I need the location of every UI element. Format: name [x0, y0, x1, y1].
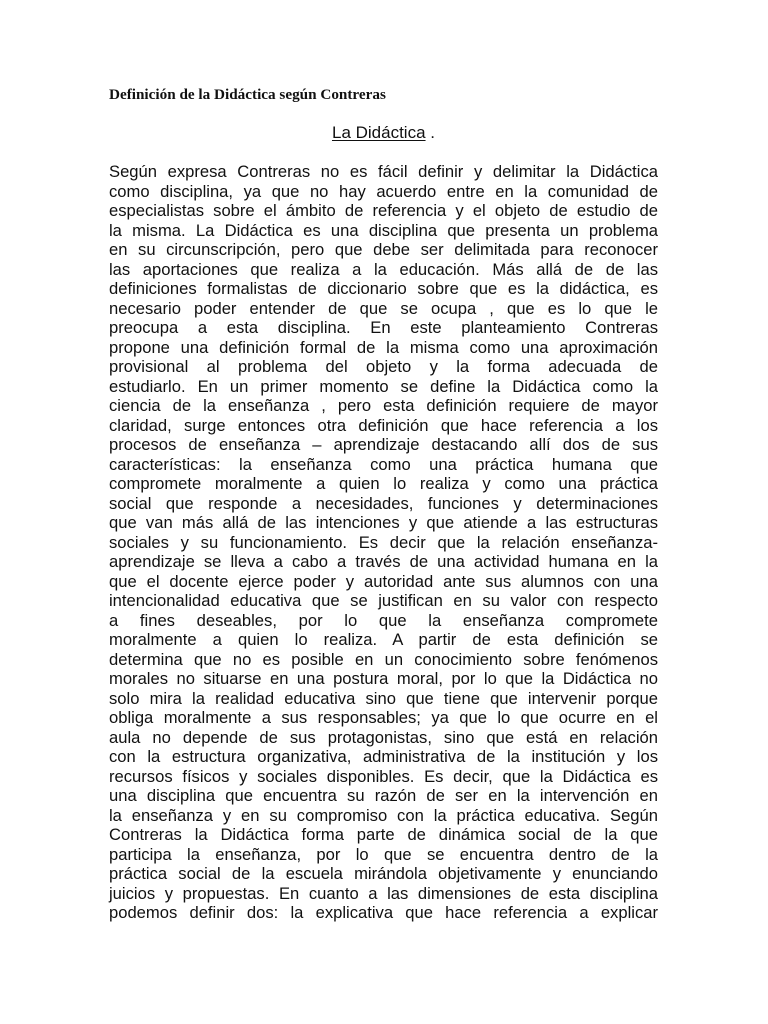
paragraph-line: especialistas sobre el ámbito de referencia y el objeto de estudio de — [109, 201, 658, 220]
paragraph-line: que el docente ejerce poder y autoridad ante sus alumnos con una — [109, 571, 658, 591]
paragraph-line: propone una definición formal de la misma como una aproximación — [109, 337, 658, 357]
paragraph-line: moralmente a quien lo realiza. A partir de esta definición se — [109, 630, 658, 649]
paragraph-line: que van más allá de las intenciones y que atiende a las estructuras — [109, 513, 658, 532]
paragraph-line: sociales y su funcionamiento. Es decir que la relación enseñanza- — [109, 532, 658, 552]
paragraph-line: preocupa a esta disciplina. En este planteamiento Contreras — [109, 318, 658, 337]
paragraph-line: claridad, surge entonces otra definición que hace referencia a los — [109, 415, 658, 435]
paragraph-line: estudiarlo. En un primer momento se define la Didáctica como la — [109, 376, 658, 396]
paragraph-line: provisional al problema del objeto y la forma adecuada de — [109, 357, 658, 376]
paragraph-line: definiciones formalistas de diccionario sobre que es la didáctica, es — [109, 279, 658, 298]
section-heading — [109, 123, 658, 143]
paragraph-line: procesos de enseñanza – aprendizaje destacando allí dos de sus — [109, 435, 658, 454]
paragraph-line: aprendizaje se lleva a cabo a través de una actividad humana en la — [109, 552, 658, 571]
paragraph-line: recursos físicos y sociales disponibles. Es decir, que la Didáctica es — [109, 766, 658, 786]
paragraph-line: ciencia de la enseñanza , pero esta definición requiere de mayor — [109, 396, 658, 415]
paragraph-line: en su circunscripción, pero que debe ser delimitada para reconocer — [109, 240, 658, 259]
document-title: Definición de la Didáctica según Contreras — [109, 86, 386, 103]
paragraph-line: social que responde a necesidades, funciones y determinaciones — [109, 493, 658, 513]
paragraph-line: morales no situarse en una postura moral, por lo que la Didáctica no — [109, 669, 658, 688]
paragraph-line: compromete moralmente a quien lo realiza y como una práctica — [109, 474, 658, 493]
paragraph-line: aula no depende de sus protagonistas, sino que está en relación — [109, 727, 658, 747]
paragraph-line: una disciplina que encuentra su razón de ser en la intervención en — [109, 786, 658, 805]
paragraph-line: solo mira la realidad educativa sino que tiene que intervenir porque — [109, 688, 658, 708]
paragraph-line: con la estructura organizativa, administrativa de la institución y los — [109, 747, 658, 766]
section-heading-suffix: . — [425, 123, 435, 142]
paragraph-line: la enseñanza y en su compromiso con la práctica educativa. Según — [109, 805, 658, 825]
paragraph-line: características: la enseñanza como una práctica humana que — [109, 454, 658, 474]
paragraph-line: necesario poder entender de que se ocupa , que es lo que le — [109, 298, 658, 318]
paragraph-line: las aportaciones que realiza a la educación. Más allá de de las — [109, 259, 658, 279]
paragraph-line: como disciplina, ya que no hay acuerdo entre en la comunidad de — [109, 181, 658, 201]
paragraph-line: determina que no es posible en un conocimiento sobre fenómenos — [109, 649, 658, 669]
paragraph-line: Contreras la Didáctica forma parte de dinámica social de la que — [109, 825, 658, 844]
section-heading-text: La Didáctica — [331, 123, 426, 142]
paragraph-line: juicios y propuestas. En cuanto a las dimensiones de esta disciplina — [109, 883, 658, 903]
paragraph-line: práctica social de la escuela mirándola objetivamente y enunciando — [109, 864, 658, 883]
paragraph-line: la misma. La Didáctica es una disciplina que presenta un problema — [109, 220, 658, 240]
paragraph-line: obliga moralmente a sus responsables; ya que lo que ocurre en el — [109, 708, 658, 727]
paragraph-line: Según expresa Contreras no es fácil definir y delimitar la Didáctica — [109, 162, 658, 181]
body-paragraph — [109, 162, 658, 923]
paragraph-line: intencionalidad educativa que se justifican en su valor con respecto — [109, 591, 658, 610]
paragraph-line: a fines deseables, por lo que la enseñanza compromete — [109, 610, 658, 630]
paragraph-line: podemos definir dos: la explicativa que hace referencia a explicar — [109, 903, 658, 922]
paragraph-line: participa la enseñanza, por lo que se encuentra dentro de la — [109, 844, 658, 864]
